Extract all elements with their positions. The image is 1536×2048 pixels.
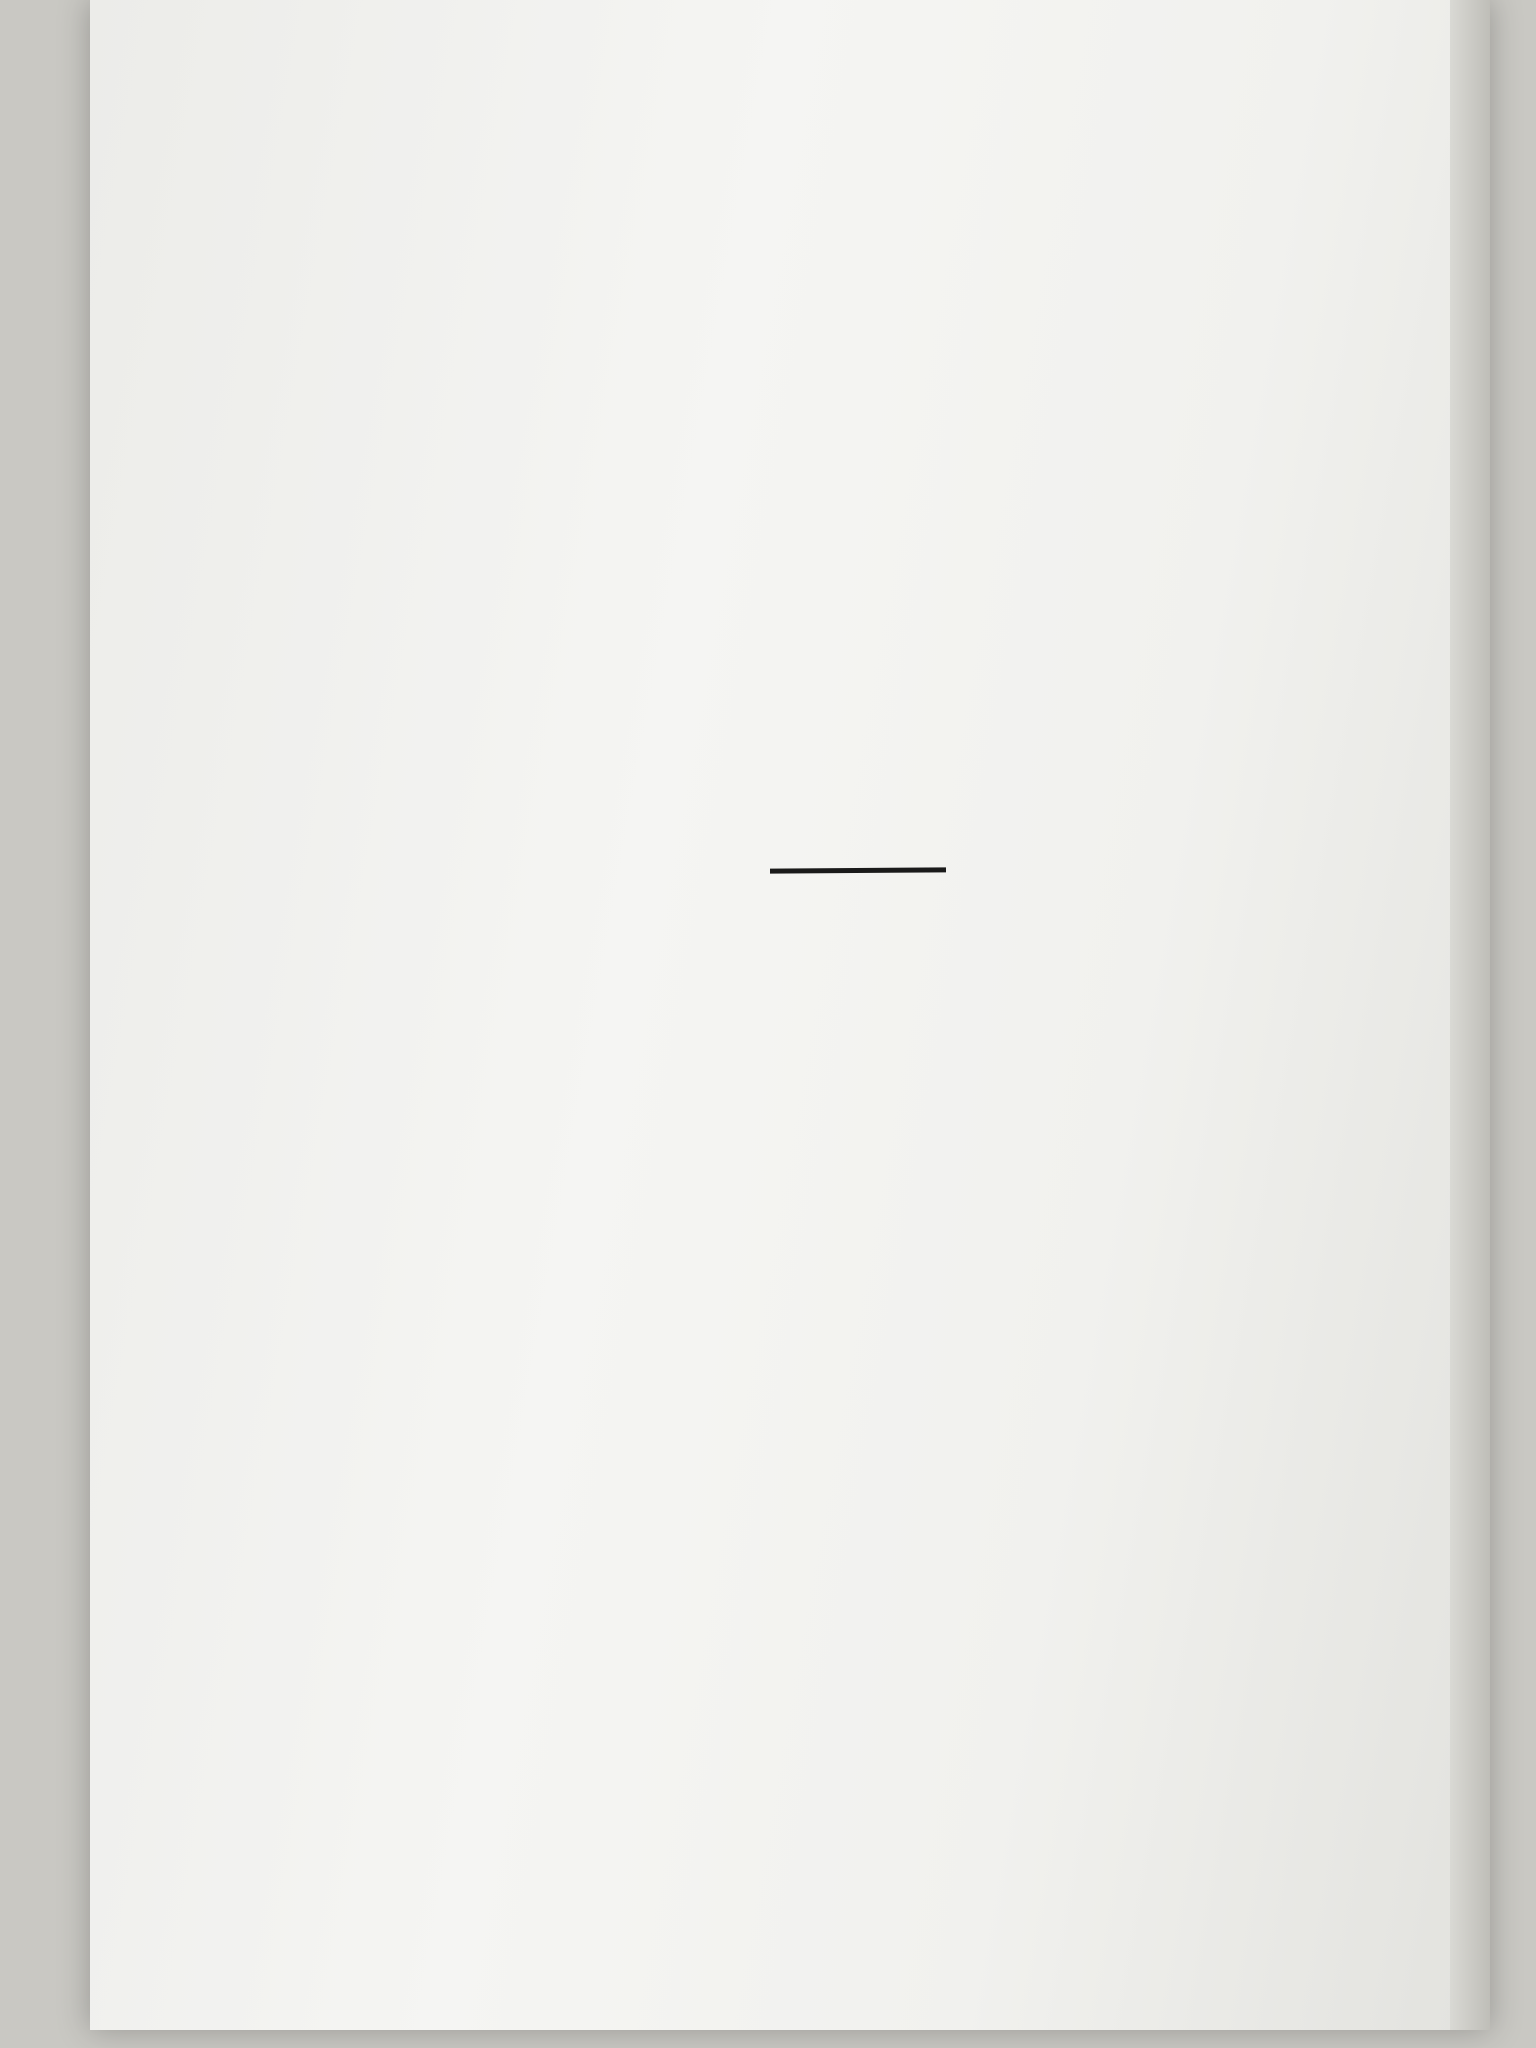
page-edge (1450, 0, 1490, 2030)
top-paragraph (348, 0, 1348, 28)
section-divider (770, 867, 946, 873)
bottom-paragraph (305, 1135, 1445, 1141)
book-page (90, 0, 1490, 2030)
